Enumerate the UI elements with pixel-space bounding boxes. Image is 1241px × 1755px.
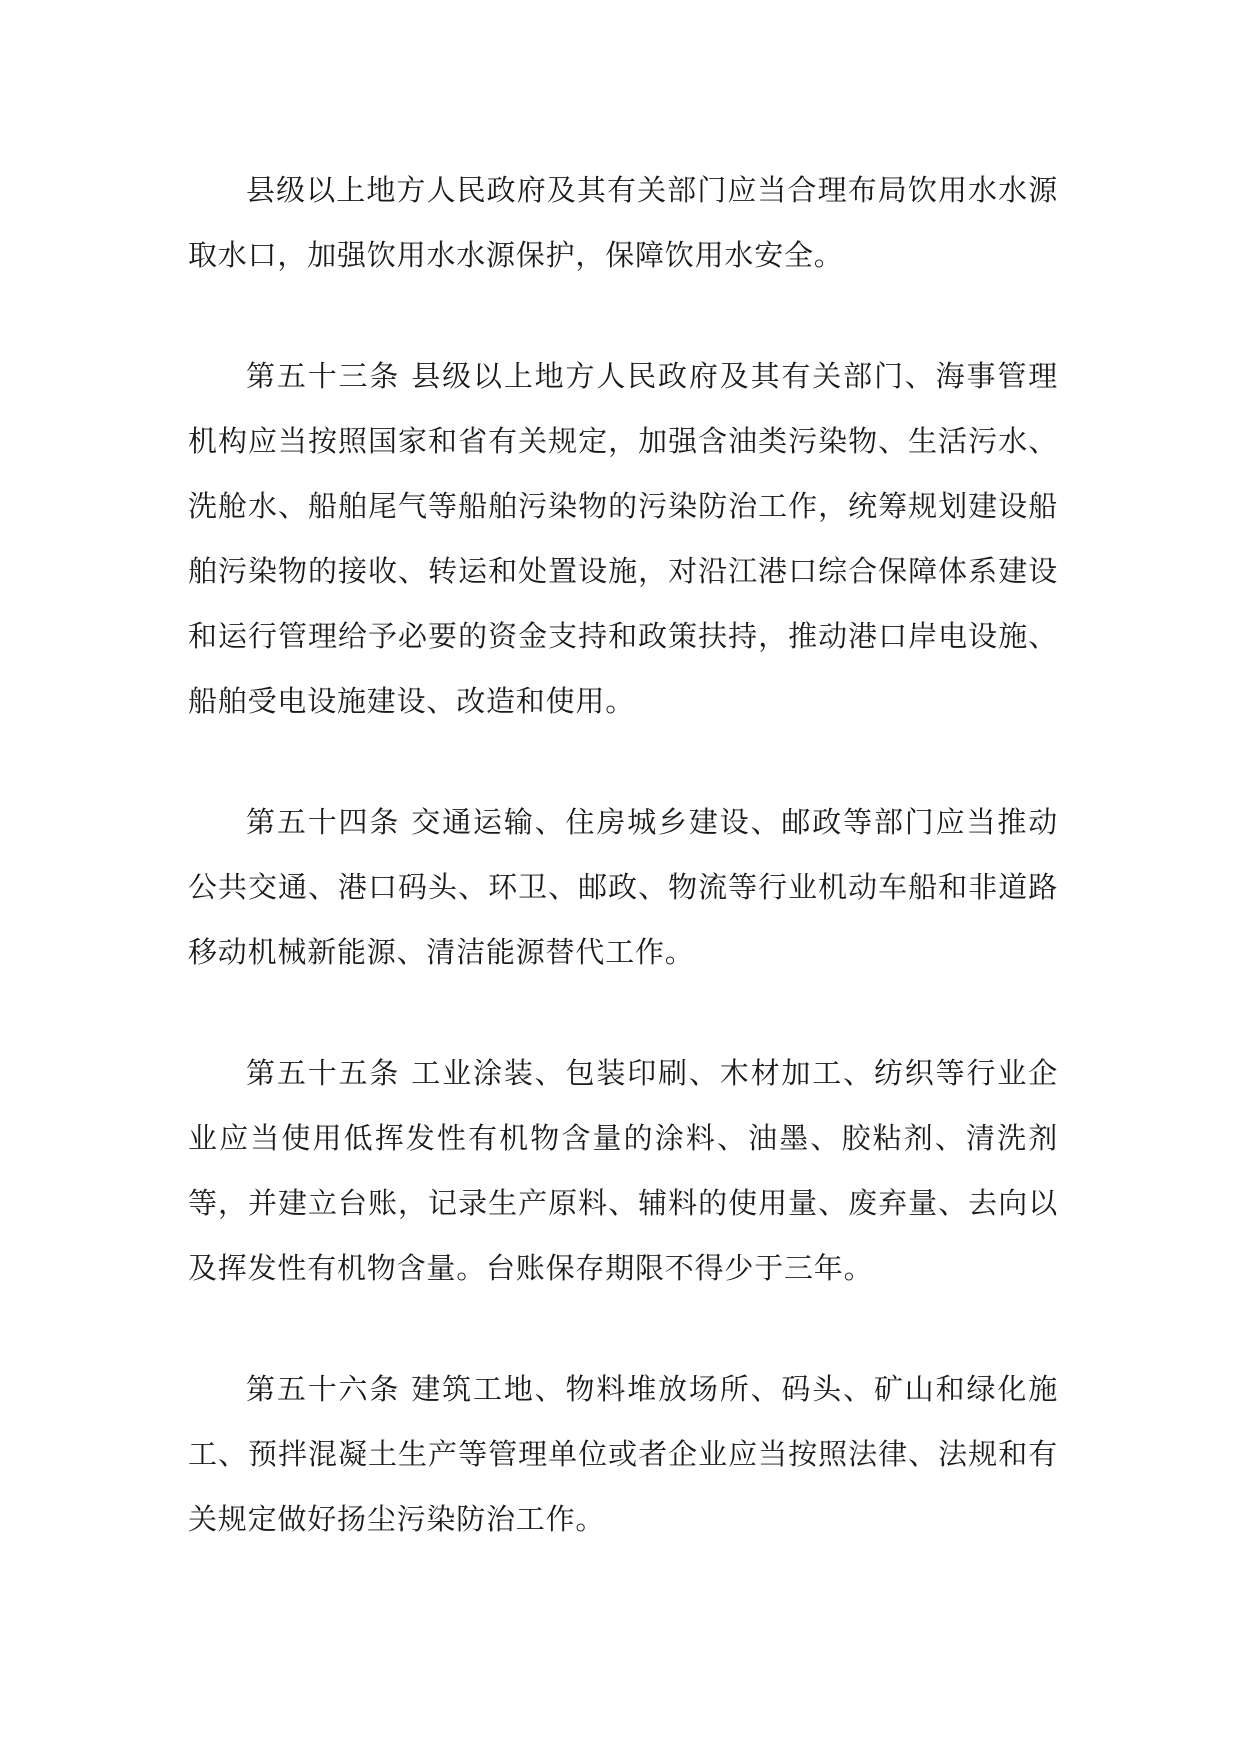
article-56: 第五十六条 建筑工地、物料堆放场所、码头、矿山和绿化施工、预拌混凝土生产等管理单位或者企业应当按照法律、法规和有关规定做好扬尘污染防治工作。 bbox=[188, 1372, 1058, 1536]
article-54: 第五十四条 交通运输、住房城乡建设、邮政等部门应当推动公共交通、港口码头、环卫、邮政、物流等行业机动车船和非道路移动机械新能源、清洁能源替代工作。 bbox=[188, 805, 1058, 969]
article-53: 第五十三条 县级以上地方人民政府及其有关部门、海事管理机构应当按照国家和省有关规定，加强含油类污染物、生活污水、洗舱水、船舶尾气等船舶污染物的污染防治工作，统筹规划建设船舶污染物的接收、转运和处置设施，对沿江港口综合保障体系建设和运行管理给予必要的资金支持和政策扶持，推动港口岸电设施、船舶受电设施建设、改造和使用。 bbox=[188, 359, 1058, 718]
article-55: 第五十五条 工业涂装、包装印刷、木材加工、纺织等行业企业应当使用低挥发性有机物含量的涂料、油墨、胶粘剂、清洗剂等，并建立台账，记录生产原料、辅料的使用量、废弃量、去向以及挥发性有机物含量。台账保存期限不得少于三年。 bbox=[188, 1056, 1058, 1285]
paragraph-water-source: 县级以上地方人民政府及其有关部门应当合理布局饮用水水源取水口，加强饮用水水源保护，保障饮用水安全。 bbox=[188, 173, 1058, 272]
document-body bbox=[188, 158, 1058, 1608]
